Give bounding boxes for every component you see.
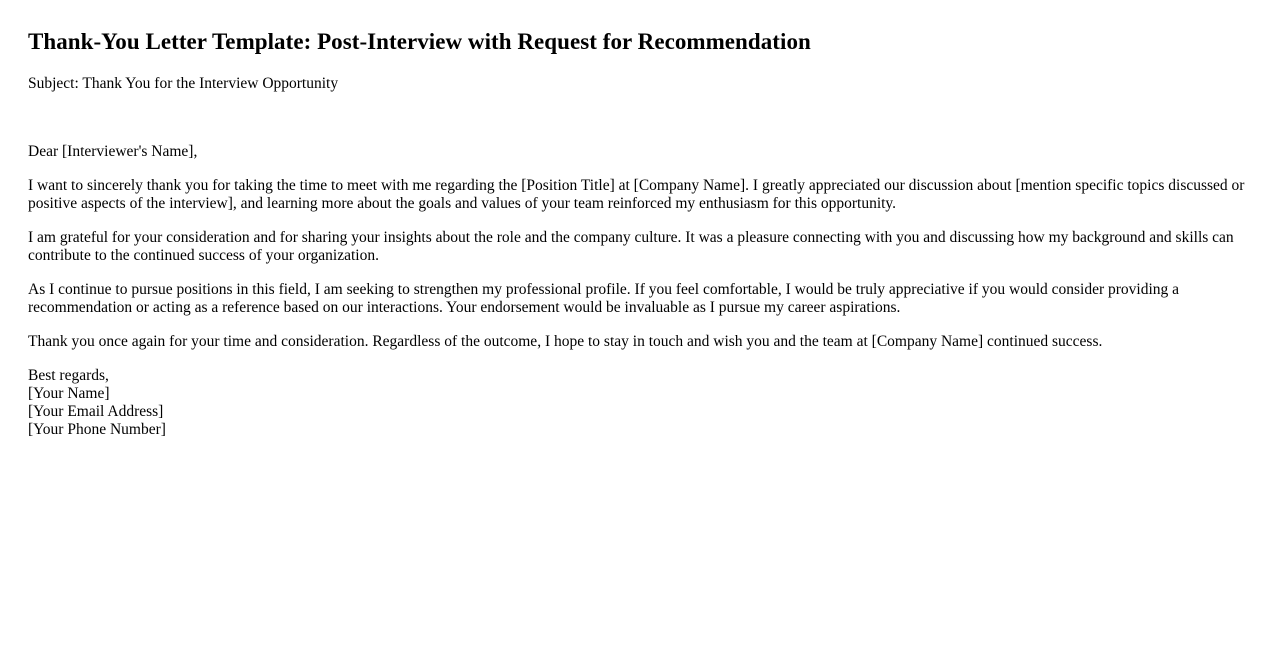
signature-name: [Your Name] (28, 385, 110, 402)
paragraph-recommendation-request: As I continue to pursue positions in this field, I am seeking to strengthen my professional profile. If you feel comfortable, I would be truly appreciative if you would consider providing a recommendation or acting as a reference based on our interactions. Your endorsement would be invaluable as I pursue my career aspirations. (28, 281, 1180, 316)
paragraph-gratitude: I am grateful for your consideration and for sharing your insights about the role and the company culture. It was a pleasure connecting with you and discussing how my background and skills can contribute to the continued success of your organization. (28, 229, 1234, 264)
signature-email: [Your Email Address] (28, 403, 164, 420)
signature-phone: [Your Phone Number] (28, 421, 166, 438)
page-title: Thank-You Letter Template: Post-Interview with Request for Recommendation (28, 29, 811, 54)
letter-body (28, 143, 1250, 439)
signature-block (28, 367, 1250, 439)
greeting: Dear [Interviewer's Name], (28, 143, 198, 160)
paragraph-closing: Thank you once again for your time and consideration. Regardless of the outcome, I hope to stay in touch and wish you and the team at [Company Name] continued success. (28, 333, 1103, 350)
paragraph-thanks: I want to sincerely thank you for taking the time to meet with me regarding the [Position Title] at [Company Name]. I greatly appreciated our discussion about [mention specific topics discussed or positive aspects of the interview], and learning more about the goals and values of your team reinforced my enthusiasm for this opportunity. (28, 177, 1245, 212)
email-subject: Subject: Thank You for the Interview Opportunity (28, 75, 339, 92)
closing-line: Best regards, (28, 367, 109, 384)
